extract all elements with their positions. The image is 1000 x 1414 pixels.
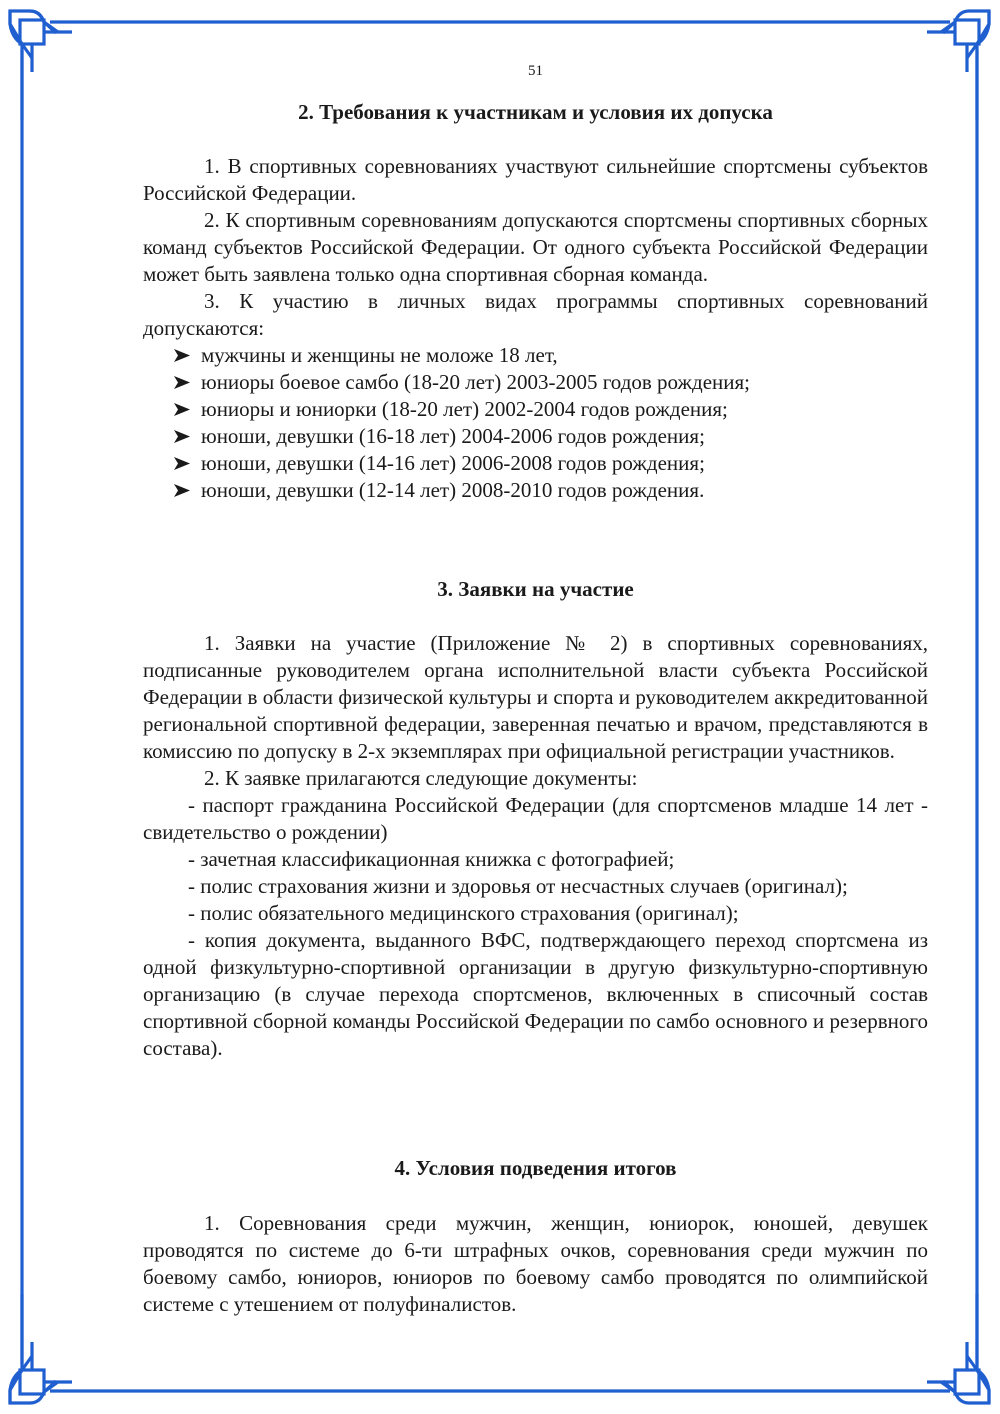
list-item-text: мужчины и женщины не моложе 18 лет,	[201, 343, 558, 367]
document-item: - копия документа, выданного ВФС, подтверждающего переход спортсмена из одной физкультурно-спортивной организации в другую физкультурно-спортивную организацию (в случае перехода спортсменов, включенных в списочный состав спортивной сборной команды Российской Федерации по самбо основного и резервного состава).	[143, 928, 928, 1060]
paragraph: 1. В спортивных соревнованиях участвуют сильнейшие спортсмены субъектов Российской Федерации.	[143, 154, 928, 205]
section-4-body	[143, 1210, 928, 1318]
document-item: - полис обязательного медицинского страхования (оригинал);	[188, 901, 739, 925]
arrowhead-bullet-icon	[173, 402, 191, 417]
arrowhead-bullet-icon	[173, 348, 191, 363]
paragraph: 1. Соревнования среди мужчин, женщин, юниорок, юношей, девушек проводятся по системе до 6-ти штрафных очков, соревнования среди мужчин по боевому самбо, юниоров, юниоров по боевому самбо проводятся по олимпийской системе с утешением от полуфиналистов.	[143, 1211, 928, 1316]
section-3-heading: 3. Заявки на участие	[437, 577, 634, 601]
paragraph: 2. К заявке прилагаются следующие документы:	[204, 766, 638, 790]
list-item-text: юноши, девушки (16-18 лет) 2004-2006 годов рождения;	[201, 424, 705, 448]
paragraph: 1. Заявки на участие (Приложение № 2) в спортивных соревнованиях, подписанные руководителем органа исполнительной власти субъекта Российской Федерации в области физической культуры и спорта и руководителем аккредитованной региональной спортивной федерации, заверенная печатью и врачом, представляются в комиссию по допуску в 2-х экземплярах при официальной регистрации участников.	[143, 631, 928, 763]
paragraph: 2. К спортивным соревнованиям допускаются спортсмены спортивных сборных команд субъектов Российской Федерации. От одного субъекта Российской Федерации может быть заявлена только одна спортивная сборная команда.	[143, 208, 928, 286]
corner-ornament-bottom-right-icon	[927, 1294, 989, 1403]
corner-ornament-top-right-icon	[927, 11, 989, 120]
list-item	[143, 396, 928, 423]
section-3-body	[143, 630, 928, 1062]
document-item: - зачетная классификационная книжка с фотографией;	[188, 847, 675, 871]
section-2-heading: 2. Требования к участникам и условия их допуска	[298, 100, 773, 124]
section-2-body	[143, 153, 928, 504]
list-item-text: юноши, девушки (12-14 лет) 2008-2010 годов рождения.	[201, 478, 705, 502]
list-item	[143, 369, 928, 396]
list-item-text: юноши, девушки (14-16 лет) 2006-2008 годов рождения;	[201, 451, 705, 475]
list-item	[143, 450, 928, 477]
arrowhead-bullet-icon	[173, 456, 191, 471]
document-item: - полис страхования жизни и здоровья от несчастных случаев (оригинал);	[188, 874, 848, 898]
list-item-text: юниоры и юниорки (18-20 лет) 2002-2004 годов рождения;	[201, 397, 728, 421]
section-4-heading: 4. Условия подведения итогов	[394, 1156, 677, 1180]
list-item-text: юниоры боевое самбо (18-20 лет) 2003-2005 годов рождения;	[201, 370, 751, 394]
paragraph: 3. К участию в личных видах программы спортивных соревнований допускаются:	[143, 289, 928, 340]
document-item: - паспорт гражданина Российской Федерации (для спортсменов младше 14 лет - свидетельство о рождении)	[143, 793, 928, 844]
list-item	[143, 477, 928, 504]
arrowhead-bullet-icon	[173, 483, 191, 498]
age-groups-list	[143, 342, 928, 504]
corner-ornament-top-left-icon	[10, 11, 72, 120]
list-item	[143, 423, 928, 450]
page-number: 51	[528, 63, 543, 79]
list-item	[143, 342, 928, 369]
arrowhead-bullet-icon	[173, 429, 191, 444]
corner-ornament-bottom-left-icon	[10, 1294, 72, 1403]
arrowhead-bullet-icon	[173, 375, 191, 390]
